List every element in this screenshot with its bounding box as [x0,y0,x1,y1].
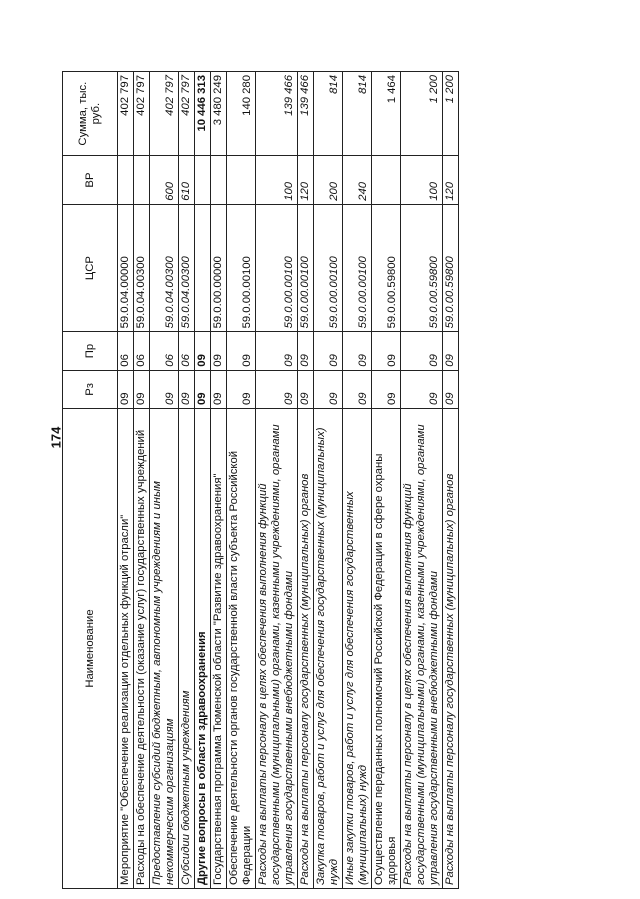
cell-vr: 100 [401,156,443,205]
rotated-page [62,71,584,889]
table-row [211,72,227,889]
cell-csr: 59.0.00.00100 [256,204,298,332]
cell-rz: 09 [401,370,443,408]
cell-csr: 59.0.00.59800 [372,204,401,332]
cell-rz: 09 [227,370,256,408]
cell-name: Субсидии бюджетным учреждениям [179,409,195,889]
cell-name: Расходы на обеспечение деятельности (оказание услуг) государственных учреждений [134,409,150,889]
cell-vr [118,156,134,205]
table-header-row [63,72,118,889]
cell-sum: 402 797 [118,72,134,156]
cell-rz: 09 [118,370,134,408]
cell-csr: 59.0.00.59800 [443,204,459,332]
table-row [227,72,256,889]
cell-csr: 59.0.00.59800 [401,204,443,332]
cell-csr: 59.0.04.00300 [179,204,195,332]
cell-name: Обеспечение деятельности органов государственной власти субъекта Российской Федерации [227,409,256,889]
cell-sum: 814 [343,72,372,156]
cell-sum: 402 797 [134,72,150,156]
cell-rz: 09 [195,370,211,408]
cell-sum: 139 466 [256,72,298,156]
table-row [195,72,211,889]
cell-pr: 06 [179,332,195,370]
cell-name: Осуществление переданных полномочий Российской Федерации в сфере охраны здоровья [372,409,401,889]
cell-sum: 139 466 [298,72,314,156]
cell-vr [211,156,227,205]
cell-rz: 09 [134,370,150,408]
cell-name: Иные закупки товаров, работ и услуг для обеспечения государственных (муниципальных) нужд [343,409,372,889]
cell-vr [134,156,150,205]
cell-name: Предоставление субсидий бюджетным, автономным учреждениям и иным некоммерческим организациям [150,409,179,889]
cell-pr: 09 [314,332,343,370]
cell-name: Расходы на выплаты персоналу в целях обеспечения выполнения функций государственными (муниципальными) органами, казенными учреждениями, органами управления государственными внебюджетными фондами [256,409,298,889]
table-row [256,72,298,889]
table-row [134,72,150,889]
cell-sum: 140 280 [227,72,256,156]
header-pr: Пр [63,332,118,370]
cell-csr: 59.0.04.00000 [118,204,134,332]
cell-sum: 10 446 313 [195,72,211,156]
cell-name: Расходы на выплаты персоналу в целях обеспечения выполнения функций государственными (муниципальными) органами, казенными учреждениями, органами управления государственными внебюджетными фондами [401,409,443,889]
cell-name: Расходы на выплаты персоналу государственных (муниципальных) органов [443,409,459,889]
cell-sum: 1 200 [401,72,443,156]
table-row [372,72,401,889]
cell-vr [227,156,256,205]
header-vr: ВР [63,156,118,205]
table-row [314,72,343,889]
cell-rz: 09 [372,370,401,408]
cell-pr: 06 [118,332,134,370]
cell-vr: 120 [443,156,459,205]
cell-sum: 1 200 [443,72,459,156]
cell-pr: 09 [401,332,443,370]
cell-sum: 1 464 [372,72,401,156]
cell-rz: 09 [179,370,195,408]
cell-vr: 610 [179,156,195,205]
cell-sum: 402 797 [150,72,179,156]
header-csr: ЦСР [63,204,118,332]
cell-name: Другие вопросы в области здравоохранения [195,409,211,889]
cell-csr: 59.0.00.00100 [227,204,256,332]
cell-csr: 59.0.04.00300 [150,204,179,332]
cell-sum: 402 797 [179,72,195,156]
cell-csr: 59.0.00.00100 [314,204,343,332]
cell-pr: 09 [343,332,372,370]
cell-vr: 600 [150,156,179,205]
cell-pr: 09 [195,332,211,370]
budget-table [62,71,459,889]
table-row [150,72,179,889]
cell-pr: 09 [211,332,227,370]
cell-pr: 06 [134,332,150,370]
table-row [179,72,195,889]
cell-rz: 09 [314,370,343,408]
page-number: 174 [48,426,64,449]
header-name: Наименование [63,409,118,889]
cell-pr: 09 [256,332,298,370]
table-row [343,72,372,889]
cell-pr: 09 [227,332,256,370]
cell-pr: 09 [443,332,459,370]
table-row [443,72,459,889]
cell-csr: 59.0.00.00100 [343,204,372,332]
cell-vr: 120 [298,156,314,205]
cell-rz: 09 [150,370,179,408]
cell-vr: 100 [256,156,298,205]
cell-pr: 09 [372,332,401,370]
cell-vr [195,156,211,205]
cell-rz: 09 [298,370,314,408]
table-row [401,72,443,889]
cell-vr: 240 [343,156,372,205]
cell-name: Расходы на выплаты персоналу государственных (муниципальных) органов [298,409,314,889]
cell-name: Государственная программа Тюменской области "Развитие здравоохранения" [211,409,227,889]
cell-csr: 59.0.04.00300 [134,204,150,332]
cell-vr: 200 [314,156,343,205]
cell-sum: 814 [314,72,343,156]
table-row [298,72,314,889]
cell-name: Мероприятие "Обеспечение реализации отдельных функций отрасли" [118,409,134,889]
cell-csr [195,204,211,332]
cell-pr: 09 [298,332,314,370]
cell-vr [372,156,401,205]
header-sum: Сумма, тыс. руб. [63,72,118,156]
cell-rz: 09 [443,370,459,408]
cell-csr: 59.0.00.00000 [211,204,227,332]
cell-pr: 06 [150,332,179,370]
cell-rz: 09 [211,370,227,408]
cell-sum: 3 480 249 [211,72,227,156]
cell-name: Закупка товаров, работ и услуг для обеспечения государственных (муниципальных) нужд [314,409,343,889]
table-row [118,72,134,889]
cell-csr: 59.0.00.00100 [298,204,314,332]
cell-rz: 09 [343,370,372,408]
header-rz: Рз [63,370,118,408]
table-body [118,72,459,889]
cell-rz: 09 [256,370,298,408]
